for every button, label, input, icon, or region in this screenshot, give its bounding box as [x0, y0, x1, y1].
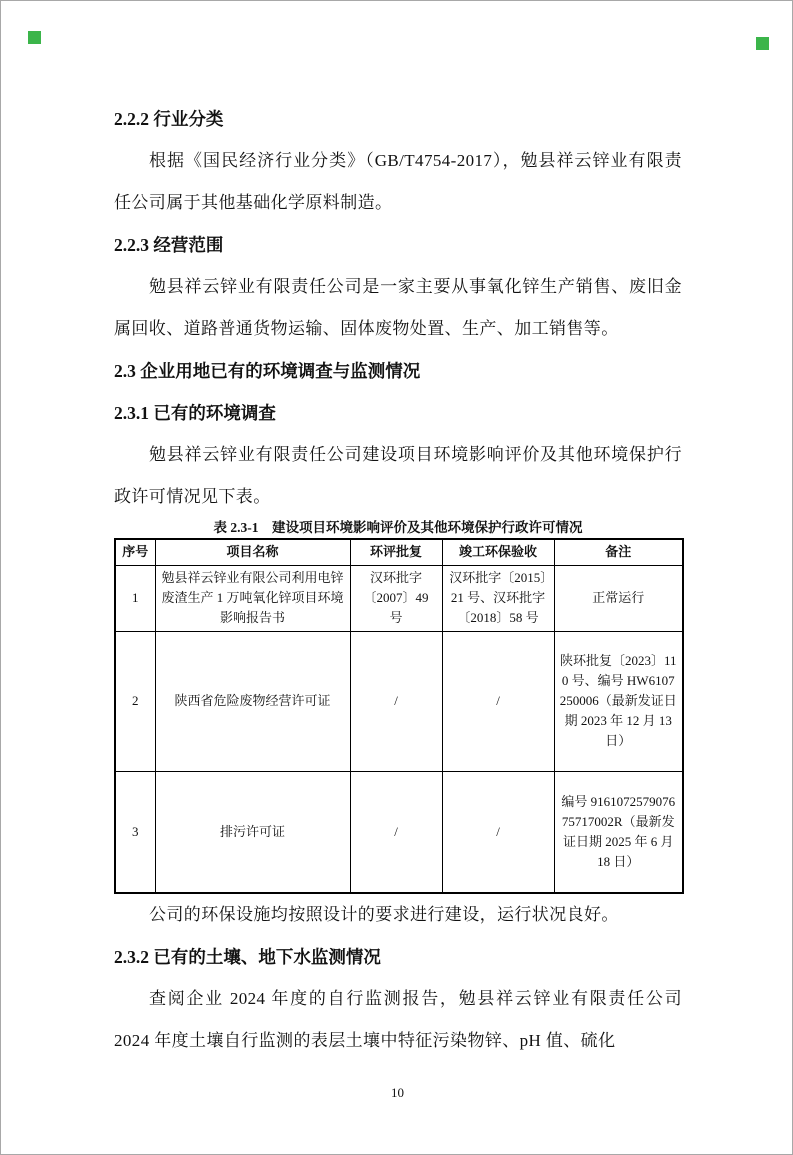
heading-business-scope: 2.2.3 经营范围: [114, 235, 224, 255]
table-row: [115, 565, 683, 631]
col-header-acceptance: 竣工环保验收: [442, 539, 554, 565]
heading-existing-env-survey: 2.3.1 已有的环境调查: [114, 403, 276, 423]
cell-remarks: 陕环批复〔2023〕110 号、编号 HW6107250006（最新发证日期 2023 年 12 月 13 日）: [554, 631, 683, 771]
cell-project-name: 陕西省危险废物经营许可证: [155, 631, 350, 771]
cell-acceptance: 汉环批字〔2015〕21 号、汉环批字〔2018〕58 号: [442, 565, 554, 631]
paragraph-industry-classification: 根据《国民经济行业分类》（GB/T4754-2017），勉县祥云锌业有限责任公司属于其他基础化学原料制造。: [114, 151, 682, 212]
paragraph-business-scope: 勉县祥云锌业有限责任公司是一家主要从事氧化锌生产销售、废旧金属回收、道路普通货物运输、固体废物处置、生产、加工销售等。: [114, 277, 682, 338]
cell-remarks: 正常运行: [554, 565, 683, 631]
cell-eia-approval: /: [350, 771, 442, 893]
col-header-remarks: 备注: [554, 539, 683, 565]
col-header-index: 序号: [115, 539, 155, 565]
cell-acceptance: /: [442, 631, 554, 771]
permits-table: [114, 538, 684, 894]
table-row: [115, 771, 683, 893]
annotation-mark-icon: [28, 31, 41, 44]
cell-index: 2: [115, 631, 155, 771]
page-number: 10: [391, 1085, 404, 1100]
paragraph-existing-env-survey: 勉县祥云锌业有限责任公司建设项目环境影响评价及其他环境保护行政许可情况见下表。: [114, 445, 682, 506]
cell-eia-approval: /: [350, 631, 442, 771]
cell-eia-approval: 汉环批字〔2007〕49 号: [350, 565, 442, 631]
col-header-eia-approval: 环评批复: [350, 539, 442, 565]
col-header-project-name: 项目名称: [155, 539, 350, 565]
page-content: [114, 1, 682, 1062]
annotation-mark-icon: [756, 37, 769, 50]
cell-project-name: 勉县祥云锌业有限公司利用电锌废渣生产 1 万吨氧化锌项目环境影响报告书: [155, 565, 350, 631]
heading-industry-classification: 2.2.2 行业分类: [114, 109, 224, 129]
paragraph-facilities-status: 公司的环保设施均按照设计的要求进行建设，运行状况良好。: [149, 905, 619, 924]
cell-acceptance: /: [442, 771, 554, 893]
table-header-row: [115, 539, 683, 565]
cell-remarks: 编号 916107257907675717002R（最新发证日期 2025 年 6 月 18 日）: [554, 771, 683, 893]
table-caption: 表 2.3-1 建设项目环境影响评价及其他环境保护行政许可情况: [213, 520, 583, 535]
cell-index: 3: [115, 771, 155, 893]
cell-index: 1: [115, 565, 155, 631]
cell-project-name: 排污许可证: [155, 771, 350, 893]
heading-env-survey-monitoring: 2.3 企业用地已有的环境调查与监测情况: [114, 361, 421, 381]
table-row: [115, 631, 683, 771]
paragraph-soil-monitoring: 查阅企业 2024 年度的自行监测报告，勉县祥云锌业有限责任公司 2024 年度土壤自行监测的表层土壤中特征污染物锌、pH 值、硫化: [114, 989, 682, 1050]
heading-soil-groundwater-monitoring: 2.3.2 已有的土壤、地下水监测情况: [114, 947, 381, 967]
